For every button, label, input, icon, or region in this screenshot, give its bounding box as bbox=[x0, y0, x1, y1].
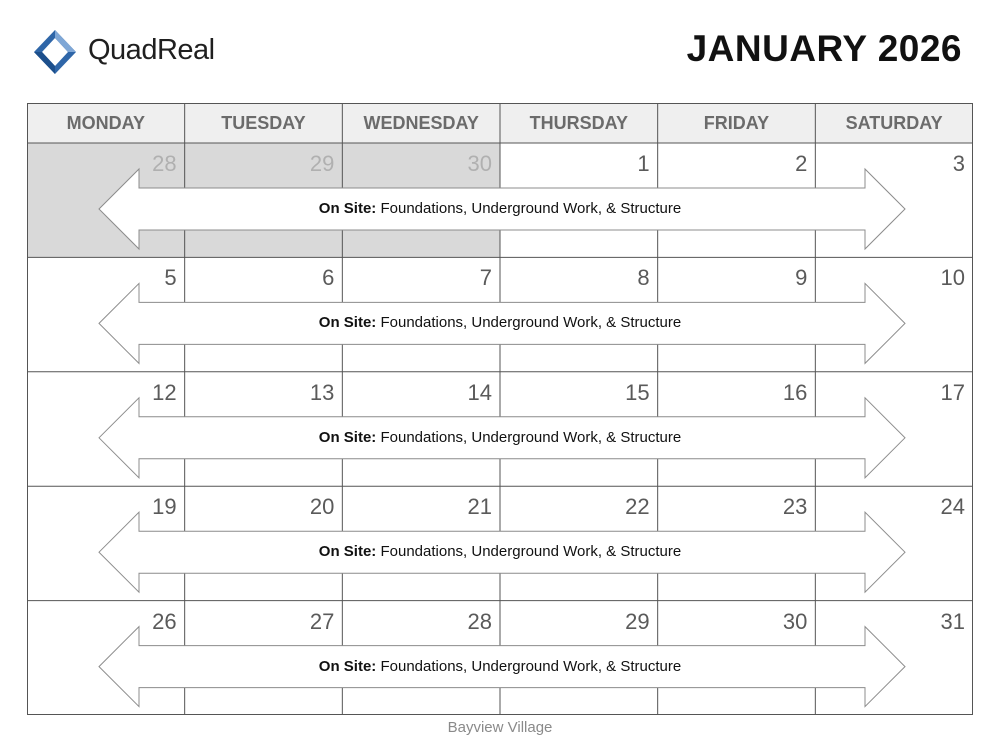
day-number: 9 bbox=[795, 265, 808, 291]
event-label bbox=[27, 658, 973, 675]
day-number: 17 bbox=[940, 379, 965, 405]
event-label-prefix: On Site: bbox=[318, 428, 377, 446]
event-label-text: Foundations, Underground Work, & Structure bbox=[376, 543, 682, 561]
weekday-header: SATURDAY bbox=[845, 112, 943, 133]
day-number: 20 bbox=[309, 494, 335, 520]
logo-text: QuadReal bbox=[88, 34, 215, 66]
day-number: 14 bbox=[467, 379, 492, 405]
event-label-prefix: On Site: bbox=[318, 314, 377, 332]
day-number: 7 bbox=[479, 265, 492, 291]
day-number: 16 bbox=[782, 379, 808, 405]
month-title: JANUARY 2026 bbox=[686, 28, 962, 69]
event-label bbox=[27, 314, 973, 331]
day-number: 5 bbox=[164, 265, 177, 291]
weekday-header: FRIDAY bbox=[703, 112, 770, 133]
day-number: 30 bbox=[782, 608, 808, 634]
day-number: 6 bbox=[322, 265, 335, 291]
calendar-grid bbox=[27, 103, 973, 715]
event-label-prefix: On Site: bbox=[318, 657, 377, 675]
day-number: 2 bbox=[795, 151, 808, 176]
day-number: 3 bbox=[952, 151, 965, 176]
day-number: 29 bbox=[309, 151, 335, 176]
day-number: 8 bbox=[637, 265, 650, 291]
weekday-header: THURSDAY bbox=[529, 112, 628, 133]
event-label-text: Foundations, Underground Work, & Structure bbox=[376, 428, 682, 446]
day-number: 13 bbox=[309, 379, 335, 405]
event-label-prefix: On Site: bbox=[318, 543, 377, 561]
weekday-header: MONDAY bbox=[66, 112, 145, 133]
event-label-prefix: On Site: bbox=[318, 200, 377, 217]
weekday-header: WEDNESDAY bbox=[363, 112, 479, 133]
day-number: 29 bbox=[625, 608, 650, 634]
event-label bbox=[27, 200, 973, 217]
event-label-text: Foundations, Underground Work, & Structure bbox=[376, 200, 682, 217]
event-label bbox=[27, 543, 973, 560]
day-number: 22 bbox=[625, 494, 650, 520]
day-number: 24 bbox=[940, 494, 965, 520]
day-number: 23 bbox=[782, 494, 808, 520]
day-number: 27 bbox=[309, 608, 335, 634]
event-label-text: Foundations, Underground Work, & Structure bbox=[376, 314, 682, 332]
day-number: 10 bbox=[940, 265, 965, 291]
event-label bbox=[27, 429, 973, 446]
day-number: 28 bbox=[467, 608, 492, 634]
day-number: 19 bbox=[152, 494, 177, 520]
day-number: 30 bbox=[467, 151, 492, 176]
day-number: 31 bbox=[940, 608, 965, 634]
day-number: 15 bbox=[625, 379, 650, 405]
day-number: 1 bbox=[637, 151, 650, 176]
footer-location: Bayview Village bbox=[447, 719, 553, 736]
weekday-header: TUESDAY bbox=[221, 112, 306, 133]
event-label-text: Foundations, Underground Work, & Structure bbox=[376, 657, 682, 675]
day-number: 21 bbox=[467, 494, 492, 520]
day-number: 28 bbox=[152, 151, 177, 176]
day-number: 26 bbox=[152, 608, 177, 634]
day-number: 12 bbox=[152, 379, 177, 405]
quadreal-logo-icon bbox=[32, 28, 78, 76]
